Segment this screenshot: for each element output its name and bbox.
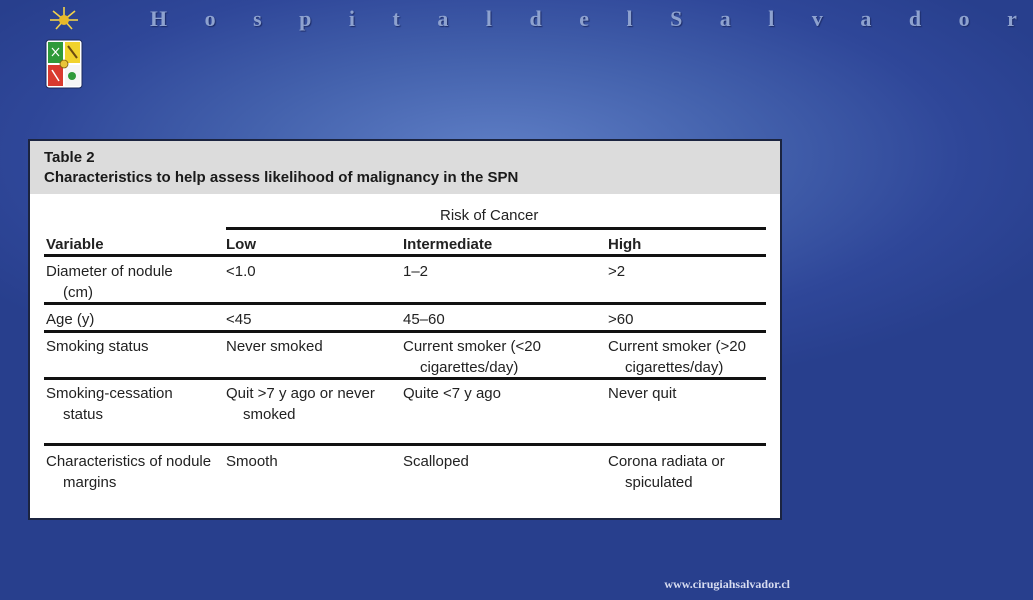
header-bottom-rule	[44, 254, 766, 257]
row-divider	[44, 377, 766, 380]
group-header-rule	[226, 227, 766, 230]
row-age-high: >60	[608, 311, 634, 328]
column-header-variable: Variable	[46, 236, 104, 253]
row-margins-intermediate: Scalloped	[403, 453, 469, 470]
risk-of-cancer-header: Risk of Cancer	[440, 207, 539, 224]
row-diameter-high: >2	[608, 263, 626, 280]
hospital-title: H o s p i t a l d e l S a l v a d o r	[150, 6, 1033, 31]
table-title: Characteristics to help assess likelihood of malignancy in the SPN	[44, 169, 519, 186]
row-margins-variable: Characteristics of nodule margins	[46, 453, 212, 491]
column-header-intermediate: Intermediate	[403, 236, 493, 253]
row-cessation-low: Quit >7 y ago or never smoked	[226, 385, 375, 423]
row-divider	[44, 330, 766, 333]
row-smoking-status-high: Current smoker (>20 cigarettes/day)	[608, 338, 746, 376]
footer-website: www.cirugiahsalvador.cl	[664, 577, 790, 591]
row-age-low: <45	[226, 311, 252, 328]
row-age-variable: Age (y)	[46, 311, 95, 328]
university-coat-of-arms-icon	[40, 6, 88, 90]
row-age-intermediate: 45–60	[403, 311, 445, 328]
column-header-low: Low	[226, 236, 256, 253]
table-caption	[30, 141, 780, 194]
row-smoking-status-low: Never smoked	[226, 338, 323, 355]
row-divider	[44, 443, 766, 446]
row-cessation-intermediate: Quite <7 y ago	[403, 385, 501, 402]
row-divider	[44, 302, 766, 305]
row-cessation-high: Never quit	[608, 385, 677, 402]
row-diameter-intermediate: 1–2	[403, 263, 429, 280]
row-cessation-variable: Smoking-cessation status	[46, 385, 173, 423]
table-number: Table 2	[44, 149, 95, 166]
row-margins-high: Corona radiata or spiculated	[608, 453, 725, 491]
row-smoking-status-intermediate: Current smoker (<20 cigarettes/day)	[403, 338, 541, 376]
malignancy-table	[28, 139, 782, 520]
row-diameter-variable: Diameter of nodule (cm)	[46, 263, 173, 301]
column-header-high: High	[608, 236, 642, 253]
row-smoking-status-variable: Smoking status	[46, 338, 149, 355]
row-diameter-low: <1.0	[226, 263, 256, 280]
row-margins-low: Smooth	[226, 453, 278, 470]
